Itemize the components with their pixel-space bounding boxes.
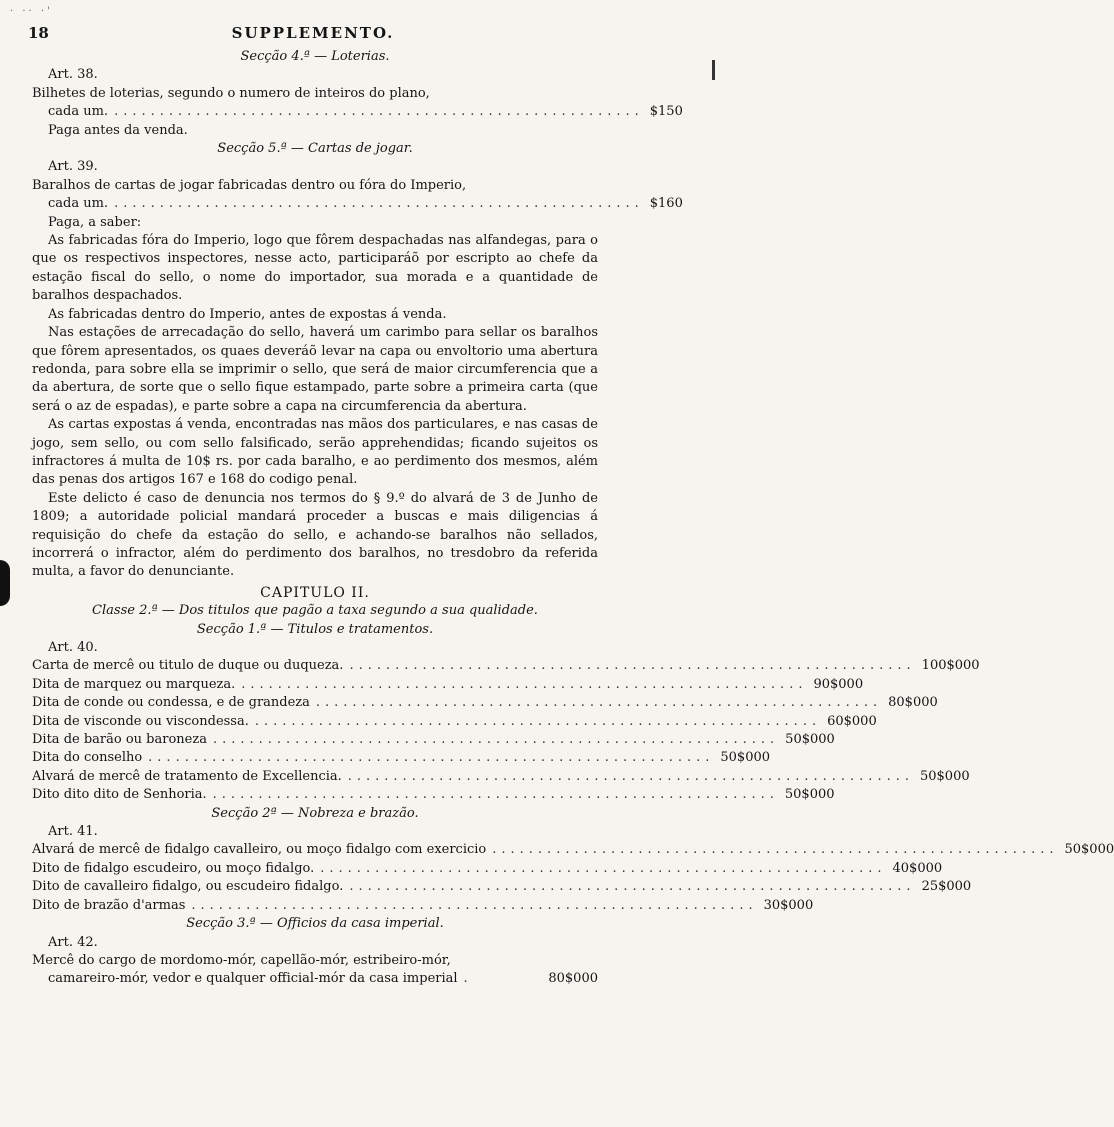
class-heading: Classe 2.ª — Dos titulos que pagão a taxa segundo a sua qualidade.	[92, 603, 538, 619]
price-list	[32, 841, 1114, 915]
price-value: 80$000	[548, 971, 598, 987]
page-content	[32, 48, 1114, 989]
price-row	[32, 749, 771, 767]
price-label: cada um.	[48, 104, 109, 120]
dot-leader: ..............................................................	[347, 768, 914, 784]
dot-leader: ..............................................................	[241, 676, 808, 692]
section-heading: Secção 2ª — Nobreza e brazão.	[211, 805, 419, 821]
dot-leader: ..............................................................	[191, 897, 758, 913]
price-row	[32, 713, 877, 731]
price-row	[32, 841, 1114, 859]
price-label: Dito de brazão d'armas	[32, 897, 186, 913]
paragraph: As fabricadas fóra do Imperio, logo que fôrem despachadas nas alfandegas, para o que os respectivos inspectores, nesse acto, participaráõ por escripto ao chefe da estação fiscal do sello, o nome do importador, sua morada e a quantidade de baralhos despachados.	[32, 233, 598, 304]
top-marks: · ·· ·'	[10, 6, 53, 17]
price-row	[32, 860, 943, 878]
price-label: Alvará de mercê de fidalgo cavalleiro, ou moço fidalgo com exercicio	[32, 842, 487, 858]
price-value: 50$000	[1064, 842, 1114, 858]
dot-leader: ..............................................................	[492, 842, 1059, 858]
article-text: Baralhos de cartas de jogar fabricadas dentro ou fóra do Imperio,	[32, 177, 467, 193]
price-value: $150	[649, 104, 683, 120]
section-heading: Secção 4.ª — Loterias.	[240, 49, 390, 64]
article-note: Paga antes da venda.	[48, 122, 188, 138]
section-heading: Secção 3.ª — Officios da casa imperial.	[186, 916, 444, 932]
price-list	[32, 657, 980, 804]
price-value: 50$000	[785, 732, 835, 748]
price-row	[32, 731, 835, 749]
article-text: Bilhetes de loterias, segundo o numero de inteiros do plano,	[32, 85, 430, 101]
price-row	[32, 768, 970, 786]
price-label: Dito de fidalgo escudeiro, ou moço fidalgo.	[32, 860, 315, 876]
price-label: Dita de conde ou condessa, e de grandeza	[32, 695, 310, 711]
page-header	[28, 24, 598, 46]
price-row	[32, 676, 864, 694]
dot-leader: .	[463, 971, 473, 987]
article-number: Art. 40.	[48, 640, 98, 655]
article-number: Art. 38.	[48, 67, 98, 83]
price-row	[32, 786, 835, 804]
section-heading: Secção 1.ª — Titulos e tratamentos.	[196, 621, 434, 637]
paragraph: As fabricadas dentro do Imperio, antes de expostas á venda.	[48, 306, 447, 322]
paragraph: Nas estações de arrecadação do sello, haverá um carimbo para sellar os baralhos que fôrem apresentados, os quaes deveráõ levar na capa ou envoltorio uma abertura redonda, para sobre ella se imprimir o sello, que será de maior circumferencia que a da abertura, de sorte que o sello fique estampado, parte sobre a primeira carta (que será o az de espadas), e parte sobre a capa na circumferencia da abertura.	[32, 325, 598, 414]
price-label: Carta de mercê ou titulo de duque ou duqueza.	[32, 658, 344, 674]
paragraph: As cartas expostas á venda, encontradas nas mãos dos particulares, e nas casas de jogo, sem sello, ou com sello falsificado, serão apprehendidas; ficando sujeitos os infractores á multa de 10$ rs. por cada baralho, e ao perdimento dos mesmos, além das penas dos artigos 167 e 168 do codigo penal.	[32, 417, 598, 488]
price-value: 50$000	[919, 768, 970, 784]
running-head: SUPPLEMENTO.	[231, 24, 395, 42]
price-label: camareiro-mór, vedor e qualquer official-mór da casa imperial	[48, 971, 458, 987]
price-value: 60$000	[827, 713, 877, 729]
price-value: $160	[649, 196, 683, 212]
price-label: Dita do conselho	[32, 750, 143, 766]
price-row	[32, 878, 972, 896]
edge-mark	[712, 60, 715, 80]
price-row	[32, 195, 683, 213]
binding-mark	[0, 560, 10, 606]
article-number: Art. 39.	[48, 159, 98, 175]
article-text: Mercê do cargo de mordomo-mór, capellão-mór, estribeiro-mór,	[32, 952, 451, 968]
price-value: 90$000	[813, 676, 864, 692]
price-value: 100$000	[921, 658, 980, 674]
dot-leader: ..............................................................	[320, 860, 887, 876]
dot-leader: ..........................................................	[114, 104, 644, 120]
price-label: Alvará de mercê de tratamento de Excellencia.	[32, 768, 342, 784]
article-number: Art. 41.	[48, 824, 98, 840]
price-label: cada um.	[48, 196, 109, 212]
chapter-heading: CAPITULO II.	[260, 584, 370, 601]
page-number: 18	[28, 24, 49, 42]
price-label: Dita de visconde ou viscondessa.	[32, 713, 249, 729]
article-note: Paga, a saber:	[48, 214, 142, 230]
price-value: 25$000	[921, 879, 972, 895]
price-value: 50$000	[784, 787, 835, 803]
article-number: Art. 42.	[48, 934, 98, 950]
price-row	[32, 694, 938, 712]
price-row	[32, 657, 980, 675]
price-value: 40$000	[892, 860, 943, 876]
dot-leader: ..............................................................	[212, 787, 779, 803]
dot-leader: ..........................................................	[114, 196, 644, 212]
price-label: Dito de cavalleiro fidalgo, ou escudeiro fidalgo.	[32, 879, 344, 895]
paragraph: Este delicto é caso de denuncia nos termos do § 9.º do alvará de 3 de Junho de 1809; a autoridade policial mandará proceder a buscas e mais diligencias á requisição do chefe da estação do sello, e achando-se baralhos não sellados, incorrerá o infractor, além do perdimento dos baralhos, no tresdobro da referida multa, a favor do denunciante.	[32, 490, 598, 580]
price-label: Dita de marquez ou marqueza.	[32, 676, 236, 692]
price-row	[32, 103, 683, 121]
dot-leader: ..............................................................	[349, 658, 916, 674]
price-value: 80$000	[888, 695, 938, 711]
price-row	[32, 970, 598, 988]
price-value: 30$000	[763, 897, 814, 913]
price-row	[32, 897, 814, 915]
price-value: 50$000	[720, 750, 771, 766]
price-label: Dito dito dito de Senhoria.	[32, 787, 207, 803]
dot-leader: ..............................................................	[254, 713, 822, 729]
section-heading: Secção 5.ª — Cartas de jogar.	[217, 141, 413, 157]
dot-leader: ..............................................................	[148, 750, 715, 766]
dot-leader: ..............................................................	[212, 732, 780, 748]
dot-leader: ..............................................................	[349, 879, 916, 895]
price-label: Dita de barão ou baroneza	[32, 732, 207, 748]
dot-leader: ..............................................................	[315, 695, 883, 711]
